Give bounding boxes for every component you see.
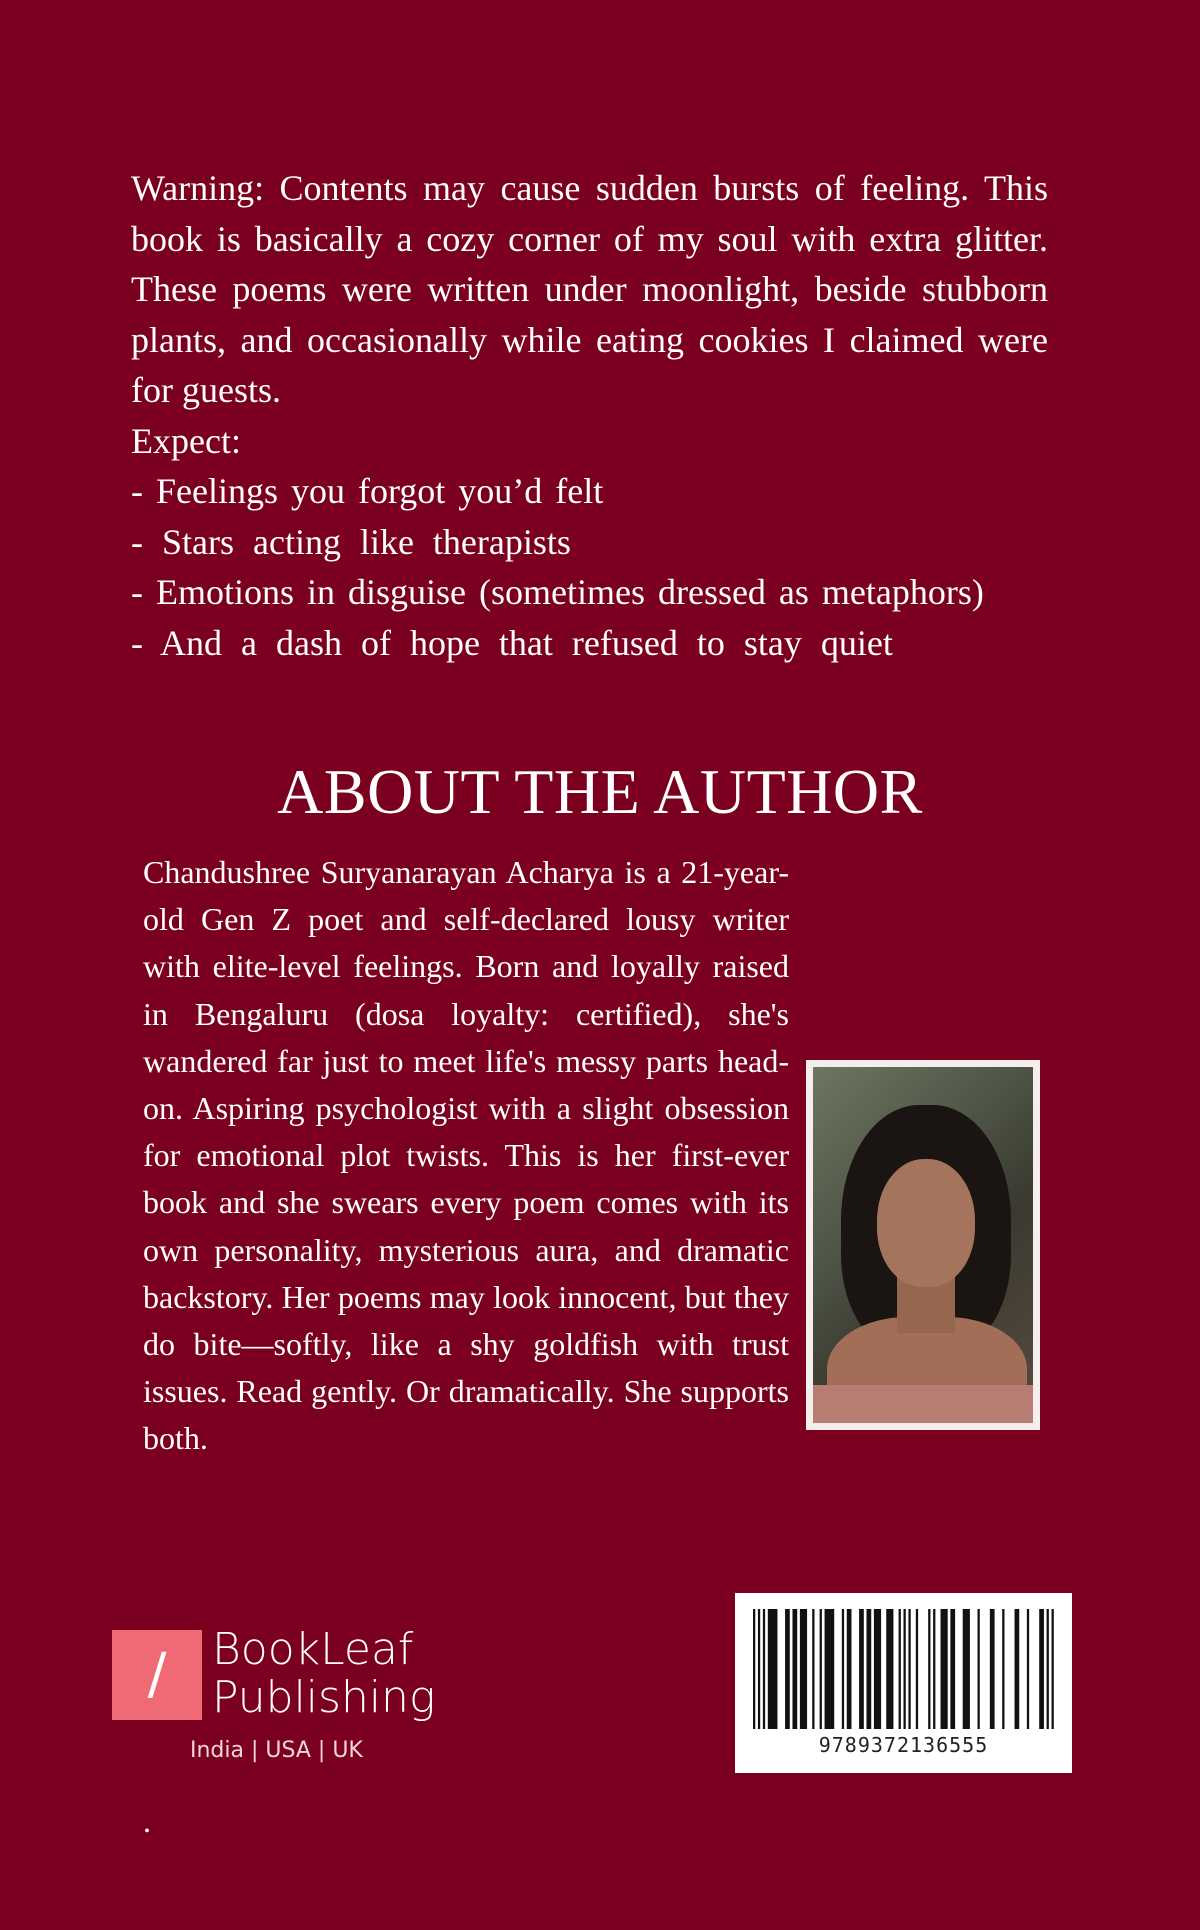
author-portrait <box>813 1067 1033 1423</box>
author-photo <box>806 1060 1040 1430</box>
barcode-bar <box>928 1609 930 1729</box>
barcode-bar <box>758 1609 760 1729</box>
publisher-name-line2: Publishing <box>212 1672 436 1723</box>
publisher-name-line1: BookLeaf <box>212 1624 414 1675</box>
expect-item: - And a dash of hope that refused to stay quiet <box>131 622 893 663</box>
footer-mark: . <box>143 1803 151 1839</box>
barcode-bar <box>785 1609 790 1729</box>
barcode-bar <box>904 1609 906 1729</box>
barcode-bars <box>753 1609 1054 1729</box>
barcode-bar <box>899 1609 901 1729</box>
blurb-paragraph: Warning: Contents may cause sudden bursts of feeling. This book is basically a cozy corner of my soul with extra glitter. These poems were written under moonlight, beside stubborn plants, and occasionally while eating cookies I claimed were for guests. <box>131 168 1048 410</box>
back-cover-blurb <box>131 163 1048 668</box>
slash-icon: / <box>147 1642 167 1707</box>
barcode-bar <box>800 1609 807 1729</box>
barcode-bar <box>812 1609 814 1729</box>
barcode-bar <box>950 1609 955 1729</box>
barcode-bar <box>763 1609 765 1729</box>
barcode-bar <box>916 1609 918 1729</box>
barcode-bar <box>842 1609 844 1729</box>
barcode-bar <box>1047 1609 1049 1729</box>
author-bio: Chandushree Suryanarayan Acharya is a 21-year-old Gen Z poet and self-declared lousy writer with elite-level feelings. Born and loyally raised in Bengaluru (dosa loyalty: certified), she's wandered far just to meet life's messy parts head-on. Aspiring psychologist with a slight obsession for emotional plot twists. This is her first-ever book and she swears every poem comes with its own personality, mysterious aura, and dramatic backstory. Her poems may look innocent, but they do bite—softly, like a shy goldfish with trust issues. Read gently. Or dramatically. She supports both. <box>143 854 789 1457</box>
isbn-barcode <box>735 1593 1072 1773</box>
barcode-bar <box>886 1609 893 1729</box>
barcode-bar <box>874 1609 881 1729</box>
about-author-heading: ABOUT THE AUTHOR <box>277 756 923 827</box>
barcode-bar <box>825 1609 835 1729</box>
expect-item: - Stars acting like therapists <box>131 521 571 562</box>
barcode-bar <box>941 1609 948 1729</box>
barcode-bar <box>768 1609 778 1729</box>
barcode-bar <box>753 1609 755 1729</box>
isbn-number: 9789372136555 <box>818 1733 989 1757</box>
barcode-bar <box>866 1609 871 1729</box>
expect-item: - Emotions in disguise (sometimes dressed as metaphors) <box>131 572 984 612</box>
expect-item: - Feelings you forgot you’d felt <box>131 471 604 511</box>
publisher-name <box>212 1626 435 1722</box>
barcode-bar <box>1002 1609 1004 1729</box>
barcode-bar <box>933 1609 935 1729</box>
barcode-bar <box>792 1609 797 1729</box>
barcode-bar <box>1052 1609 1054 1729</box>
barcode-bar <box>908 1609 910 1729</box>
barcode-bar <box>859 1609 864 1729</box>
barcode-bar <box>978 1609 980 1729</box>
barcode-bar <box>1015 1609 1020 1729</box>
barcode-bar <box>820 1609 822 1729</box>
barcode-bar <box>990 1609 995 1729</box>
barcode-bar <box>1039 1609 1044 1729</box>
barcode-bar <box>847 1609 852 1729</box>
barcode-bar <box>963 1609 970 1729</box>
publisher-regions: India | USA | UK <box>190 1738 363 1763</box>
barcode-bar <box>1027 1609 1029 1729</box>
expect-label: Expect: <box>131 420 241 461</box>
